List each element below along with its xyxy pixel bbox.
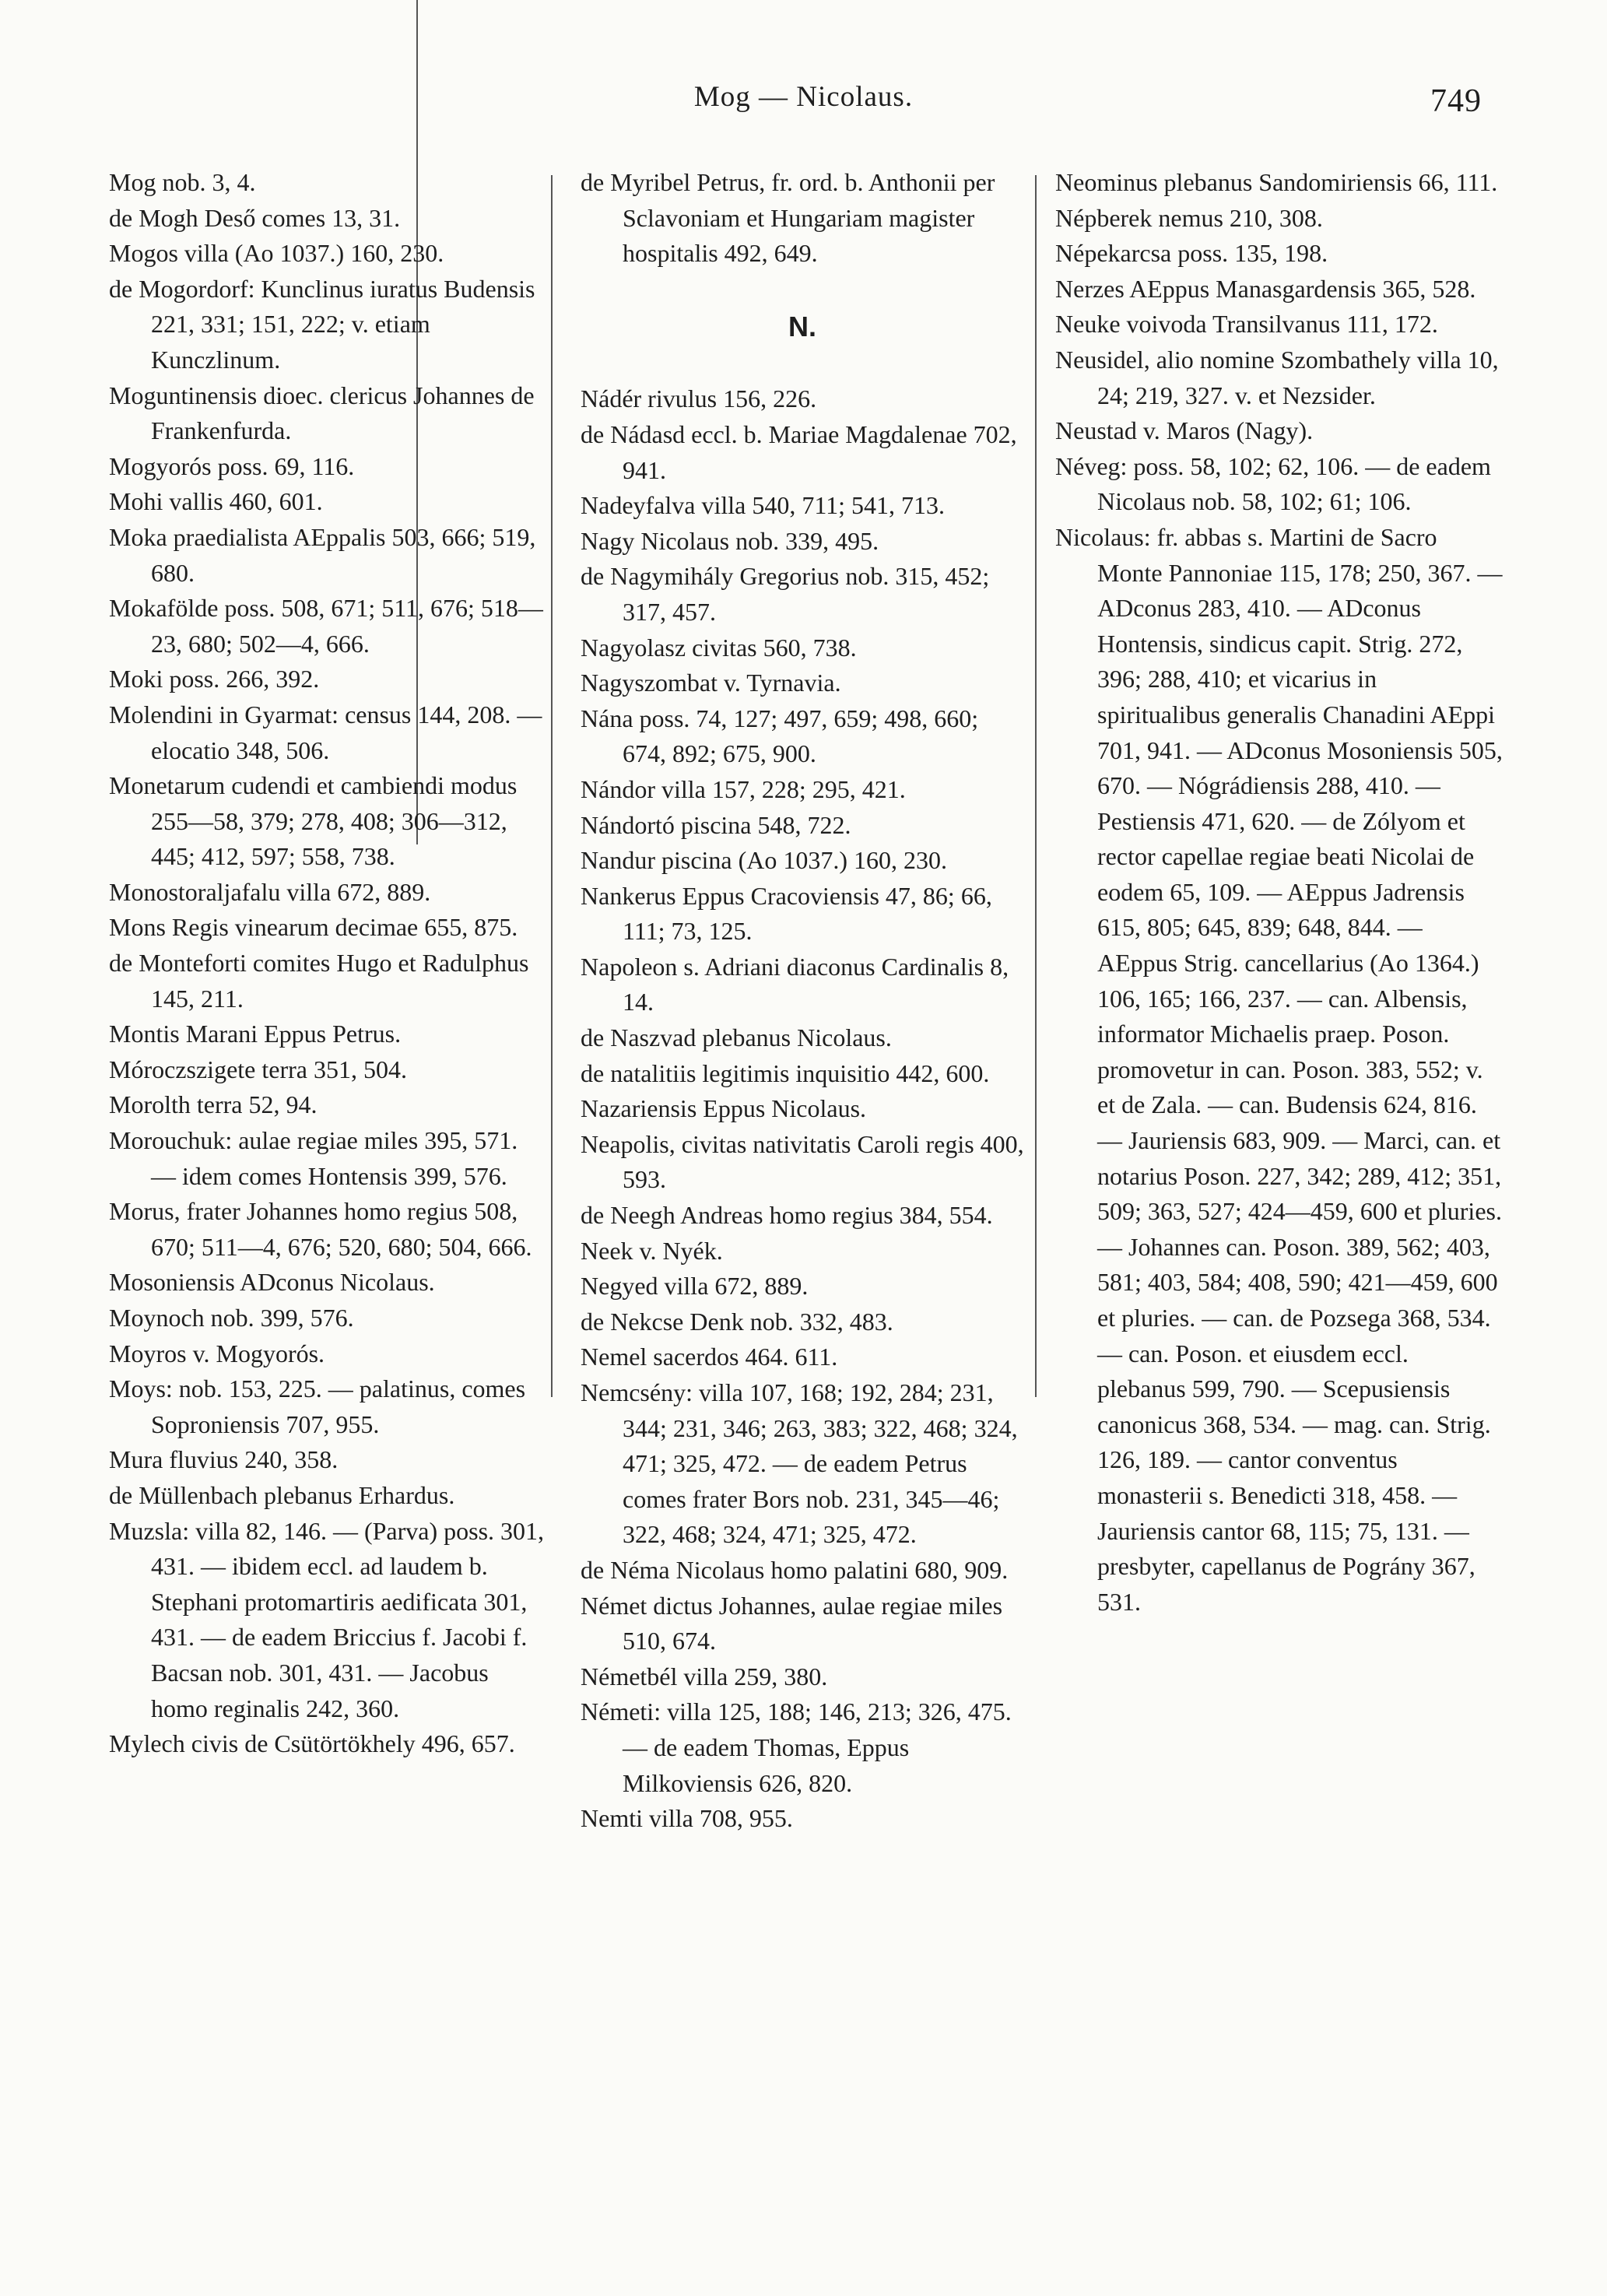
- running-title: Mog — Nicolaus.: [693, 81, 914, 113]
- index-entry: Népekarcsa poss. 135, 198.: [1055, 239, 1328, 268]
- index-entry: Moki poss. 266, 392.: [109, 665, 320, 693]
- index-entry: Mylech civis de Csütörtökhely 496, 657.: [109, 1729, 515, 1758]
- index-entry: Molendini in Gyarmat: census 144, 208. — elocatio 348, 506.: [109, 700, 542, 764]
- scan-line-mid: [551, 175, 553, 1397]
- index-entry: Nána poss. 74, 127; 497, 659; 498, 660; 674, 892; 675, 900.: [581, 704, 979, 768]
- index-column-2: [581, 165, 1024, 1837]
- index-entry: Moyros v. Mogyorós.: [109, 1339, 325, 1367]
- index-entry: de Mogh Deső comes 13, 31.: [109, 203, 401, 232]
- index-entry: Morolth terra 52, 94.: [109, 1090, 318, 1119]
- index-entry: Neuke voivoda Transilvanus 111, 172.: [1055, 310, 1438, 339]
- index-entry: Neusidel, alio nomine Szombathely villa 10, 24; 219, 327. v. et Nezsider.: [1055, 345, 1499, 409]
- index-entry: Muzsla: villa 82, 146. — (Parva) poss. 301, 431. — ibidem eccl. ad laudem b. Stephani protomartiris aedificata 301, 431. — de eadem Briccius f. Jacobi f. Bacsan nob. 301, 431. — Jacobus homo reginalis 242, 360.: [109, 1516, 545, 1722]
- index-entry: Nagyszombat v. Tyrnavia.: [581, 669, 841, 697]
- index-entry: Mokafölde poss. 508, 671; 511, 676; 518—23, 680; 502—4, 666.: [109, 594, 543, 658]
- index-entry: Népberek nemus 210, 308.: [1055, 203, 1323, 232]
- index-entry: de Müllenbach plebanus Erhardus.: [109, 1480, 455, 1509]
- index-entry: Néveg: poss. 58, 102; 62, 106. — de eadem Nicolaus nob. 58, 102; 61; 106.: [1055, 451, 1491, 516]
- index-entry: Nándor villa 157, 228; 295, 421.: [581, 774, 906, 803]
- index-column-1: [109, 165, 545, 1762]
- index-entry: Mogyorós poss. 69, 116.: [109, 451, 355, 480]
- section-heading: N.: [788, 310, 816, 342]
- index-entry: Nagyolasz civitas 560, 738.: [581, 633, 857, 662]
- index-entry: de Nádasd eccl. b. Mariae Magdalenae 702, 941.: [581, 420, 1017, 484]
- index-entry: Nankerus Eppus Cracoviensis 47, 86; 66, 111; 73, 125.: [581, 881, 992, 946]
- index-entry: de Myribel Petrus, fr. ord. b. Anthonii per Sclavoniam et Hungariam magister hospitalis 492, 649.: [581, 168, 995, 268]
- index-entry: Monetarum cudendi et cambiendi modus 255—58, 379; 278, 408; 306—312, 445; 412, 597; 558, 738.: [109, 771, 518, 871]
- index-entry: de Mogordorf: Kunclinus iuratus Budensis 221, 331; 151, 222; v. etiam Kunczlinum.: [109, 274, 535, 374]
- index-entry: Nádér rivulus 156, 226.: [581, 384, 817, 413]
- index-entry: de Nagymihály Gregorius nob. 315, 452; 317, 457.: [581, 562, 990, 626]
- index-entry: de Nekcse Denk nob. 332, 483.: [581, 1307, 893, 1336]
- index-entry: Németbél villa 259, 380.: [581, 1662, 828, 1690]
- index-entry: Mura fluvius 240, 358.: [109, 1445, 339, 1474]
- index-entry: Morus, frater Johannes homo regius 508, 670; 511—4, 676; 520, 680; 504, 666.: [109, 1197, 532, 1261]
- index-entry: Német dictus Johannes, aulae regiae miles 510, 674.: [581, 1591, 1003, 1655]
- index-entry: Morouchuk: aulae regiae miles 395, 571. — idem comes Hontensis 399, 576.: [109, 1126, 518, 1190]
- index-entry: Nicolaus: fr. abbas s. Martini de Sacro Monte Pannoniae 115, 178; 250, 367. — ADconus 283, 410. — ADconus Hontensis, sindicus capit. Strig. 272, 396; 288, 410; et vicarius in spiritualibus generalis Chanadini AEppi 701, 941. — ADconus Mosoniensis 505, 670. — Nógrádiensis 288, 410. — Pestiensis 471, 620. — de Zólyom et rector capellae regiae beati Nicolai de eodem 65, 109. — AEppus Jadrensis 615, 805; 645, 839; 648, 844. — AEppus Strig. cancellarius (Ao 1364.) 106, 165; 166, 237. — can. Albensis, informator Michaelis praep. Poson. promovetur in can. Poson. 383, 552; v. et de Zala. — can. Budensis 624, 816. — Jauriensis 683, 909. — Marci, can. et notarius Poson. 227, 342; 289, 412; 351, 509; 363, 527; 424—459, 600 et pluries. — Johannes can. Poson. 389, 562; 403, 581; 403, 584; 408, 590; 421—459, 600 et pluries. — can. de Pozsega 368, 534. — can. Poson. et eiusdem eccl. plebanus 599, 790. — Scepusiensis canonicus 368, 534. — mag. can. Strig. 126, 189. — cantor conventus monasterii s. Benedicti 318, 458. — Jauriensis cantor 68, 115; 75, 131. — presbyter, capellanus de Pográny 367, 531.: [1055, 522, 1503, 1616]
- index-entry: Nadeyfalva villa 540, 711; 541, 713.: [581, 491, 946, 520]
- index-entry: Montis Marani Eppus Petrus.: [109, 1020, 402, 1048]
- index-entry: Moguntinensis dioec. clericus Johannes de Frankenfurda.: [109, 381, 535, 445]
- index-entry: Napoleon s. Adriani diaconus Cardinalis 8, 14.: [581, 952, 1009, 1016]
- index-entry: de natalitiis legitimis inquisitio 442, 600.: [581, 1058, 990, 1087]
- scan-line-right: [1035, 175, 1037, 1397]
- index-entry: Neominus plebanus Sandomiriensis 66, 111.: [1055, 168, 1498, 196]
- index-entry: Mohi vallis 460, 601.: [109, 487, 323, 516]
- index-entry: Nagy Nicolaus nob. 339, 495.: [581, 526, 879, 555]
- index-entry: de Neegh Andreas homo regius 384, 554.: [581, 1201, 993, 1230]
- index-entry: Móroczszigete terra 351, 504.: [109, 1055, 407, 1083]
- index-entry: Mogos villa (Ao 1037.) 160, 230.: [109, 239, 444, 268]
- index-entry: Németi: villa 125, 188; 146, 213; 326, 475. — de eadem Thomas, Eppus Milkoviensis 626, 820.: [581, 1697, 1012, 1797]
- index-entry: Mosoniensis ADconus Nicolaus.: [109, 1268, 435, 1297]
- index-entry: Nándortó piscina 548, 722.: [581, 810, 851, 839]
- index-entry: Neapolis, civitas nativitatis Caroli regis 400, 593.: [581, 1129, 1024, 1194]
- index-entry: Mog nob. 3, 4.: [109, 168, 256, 196]
- index-entry: Nazariensis Eppus Nicolaus.: [581, 1094, 867, 1123]
- index-entry: de Néma Nicolaus homo palatini 680, 909.: [581, 1555, 1009, 1584]
- index-entry: Nemti villa 708, 955.: [581, 1804, 793, 1833]
- index-entry: Mons Regis vinearum decimae 655, 875.: [109, 913, 518, 942]
- index-entry: de Naszvad plebanus Nicolaus.: [581, 1023, 892, 1052]
- index-entry: Nandur piscina (Ao 1037.) 160, 230.: [581, 846, 948, 875]
- index-entry: Moka praedialista AEppalis 503, 666; 519, 680.: [109, 522, 536, 587]
- index-entry: Nemcsény: villa 107, 168; 192, 284; 231, 344; 231, 346; 263, 383; 322, 468; 324, 471; 325, 472. — de eadem Petrus comes frater Bors nob. 231, 345—46; 322, 468; 324, 471; 325, 472.: [581, 1378, 1018, 1549]
- index-entry: Moys: nob. 153, 225. — palatinus, comes Soproniensis 707, 955.: [109, 1374, 526, 1438]
- index-entry: Neustad v. Maros (Nagy).: [1055, 416, 1314, 445]
- index-column-3: [1055, 165, 1503, 1620]
- page-number: 749: [1430, 83, 1482, 119]
- index-entry: Monostoraljafalu villa 672, 889.: [109, 877, 431, 906]
- index-entry: Moynoch nob. 399, 576.: [109, 1304, 354, 1332]
- index-entry: Nemel sacerdos 464. 611.: [581, 1343, 838, 1371]
- index-entry: Neek v. Nyék.: [581, 1236, 723, 1265]
- index-entry: Negyed villa 672, 889.: [581, 1272, 809, 1301]
- index-entry: Nerzes AEppus Manasgardensis 365, 528.: [1055, 274, 1476, 303]
- index-entry: de Monteforti comites Hugo et Radulphus 145, 211.: [109, 949, 529, 1013]
